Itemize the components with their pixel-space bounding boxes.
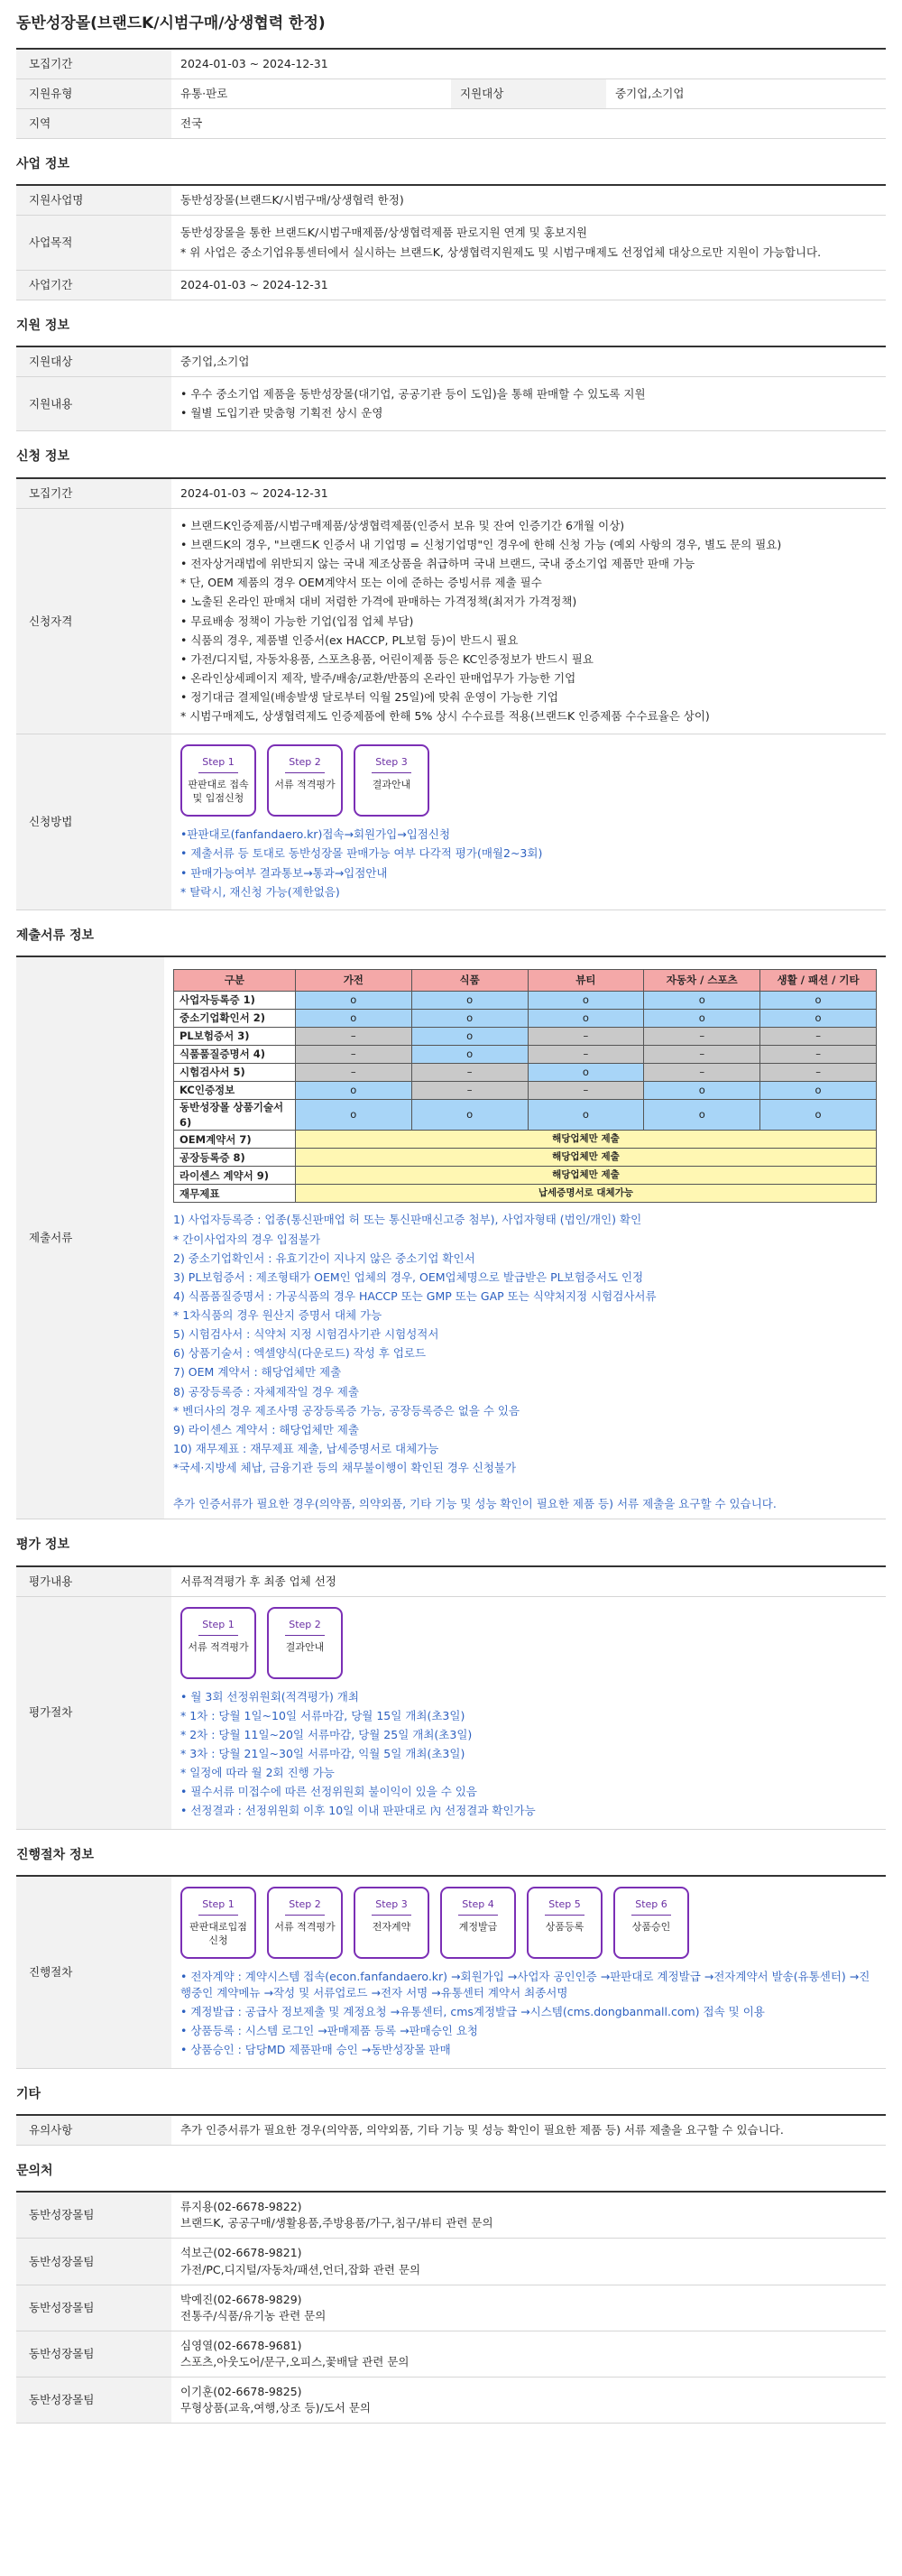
docs-cell: – [295,1046,411,1064]
label: 모집기간 [16,478,171,509]
text-line: • 전자상거래법에 위반되지 않는 국내 제조상품을 취급하며 국내 브랜드, 국내 중소기업 제품만 판매 가능 [180,557,695,571]
text-line: *국세·지방세 체납, 금융기관 등의 채무불이행이 확인된 경우 신청불가 [173,1461,517,1475]
contact-row [16,2239,886,2285]
docs-row [174,1131,877,1149]
text-line: • 월 3회 선정위원회(적격평가) 개최 [180,1689,359,1703]
text-line: * 3차 : 당월 21일~30일 서류마감, 익월 5일 개최(초3일) [180,1747,465,1761]
text-line: * 일정에 따라 월 2회 진행 가능 [180,1766,335,1780]
text-line: 5) 시험검사서 : 식약처 지정 시험검사기관 시험성적서 [173,1327,439,1342]
step-number: Step 3 [372,1897,411,1916]
contact-value [171,2377,886,2424]
label: 지원대상 [451,78,606,108]
docs-cell: o [528,1064,644,1082]
text-line: * 탈락시, 재신청 가능(제한없음) [180,884,340,899]
docs-cell: o [760,1100,877,1131]
text-line: 2) 중소기업확인서 : 유효기간이 지나지 않은 중소기업 확인서 [173,1251,475,1265]
text-line: * 1차 : 당월 1일~10일 서류마감, 당월 15일 개최(초3일) [180,1708,465,1722]
docs-header-cell: 구분 [174,970,296,992]
step-label: 상품등록 [545,1920,584,1933]
contact-name: 석보근(02-6678-9821) [180,2246,302,2260]
support-table [16,346,886,431]
step-box [267,1887,343,1959]
docs-cell: – [528,1082,644,1100]
docs-cell: – [760,1028,877,1046]
docs-header-cell: 뷰티 [528,970,644,992]
step-number: Step 5 [545,1897,584,1916]
step-flow [180,741,877,824]
docs-row [174,1046,877,1064]
docs-cell: o [528,992,644,1010]
step-box [267,1607,343,1679]
docs-cell: o [528,1010,644,1028]
value [171,1596,886,1829]
docs-row [174,1064,877,1082]
docs-section [16,956,886,1519]
docs-row [174,1010,877,1028]
section-title: 평가 정보 [16,1537,69,1553]
contact-label: 동반성장몰팀 [16,2331,171,2377]
docs-cell: – [760,1046,877,1064]
contact-name: 류지용(02-6678-9822) [180,2200,302,2214]
step-number: Step 4 [458,1897,498,1916]
text-line: • 노출된 온라인 판매처 대비 저렴한 가격에 판매하는 가격정책(최저가 가격정책) [180,595,577,609]
docs-cell: – [528,1028,644,1046]
docs-row-label: 식품품질증명서 4) [174,1046,296,1064]
step-box [354,1887,429,1959]
section-title: 지원 정보 [16,318,69,333]
value: 2024-01-03 ~ 2024-12-31 [171,49,886,79]
value-lines [180,1969,877,2059]
value [171,734,886,910]
label: 사업기간 [16,270,171,300]
text-line: 9) 라이센스 계약서 : 해당업체만 제출 [173,1422,359,1436]
step-label: 결과안내 [285,1640,325,1653]
value: 서류적격평가 후 최종 업체 선정 [171,1566,886,1597]
value: 동반성장몰(브랜드K/시범구매/상생협력 한정) [171,185,886,216]
step-label: 서류 적격평가 [188,1640,249,1653]
docs-cell: o [411,1100,528,1131]
contact-desc: 전통주/식품/유기농 관련 문의 [180,2308,327,2322]
docs-cell: o [295,1010,411,1028]
text-line: 6) 상품기술서 : 엑셀양식(다운로드) 작성 후 업로드 [173,1346,427,1361]
text-line: * 시범구매제도, 상생협력제도 인증제품에 한해 5% 상시 수수료를 적용(브랜드K 인증제품 수수료율은 상이) [180,709,710,724]
step-label: 전자계약 [372,1920,411,1933]
text-line: * 간이사업자의 경우 입점불가 [173,1232,321,1246]
label: 모집기간 [16,49,171,79]
value: 전국 [171,108,886,138]
docs-row-label: 재무제표 [174,1185,296,1203]
docs-row [174,992,877,1010]
section-title: 사업 정보 [16,157,69,172]
section-title: 진행절차 정보 [16,1847,95,1862]
docs-cell: – [644,1028,760,1046]
step-box [527,1887,603,1959]
step-flow [180,1883,877,1966]
docs-cell: o [411,1046,528,1064]
contact-name: 심영열(02-6678-9681) [180,2338,302,2352]
contact-value [171,2239,886,2285]
docs-merged-cell: 납세증명서로 대체가능 [295,1185,876,1203]
value-lines [171,377,886,431]
label: 신청자격 [16,508,171,734]
contact-value [171,2192,886,2239]
label: 지역 [16,108,171,138]
text-line: • 상품등록 : 시스템 로그인 →판매제품 등록 →판매승인 요청 [180,2024,478,2038]
value: 유통·판로 [171,78,451,108]
contact-label: 동반성장몰팀 [16,2377,171,2424]
text-line: • 전자계약 : 계약시스템 접속(econ.fanfandaero.kr) →회원가입 →사업자 공인인증 →판판대로 계정발급 →전자계약서 발송(유통센터) →진행중인 계약메뉴 →작성 및 서류업로드 →전자 서명 →유통센터 계약서 최종서명 [180,1969,870,2000]
docs-cell: – [295,1064,411,1082]
contact-name: 이기훈(02-6678-9825) [180,2385,302,2399]
value: 중기업,소기업 [171,346,886,377]
docs-cell: – [644,1064,760,1082]
text-line: • 상품승인 : 담당MD 제품판매 승인 →동반성장몰 판매 [180,2043,451,2057]
apply-table [16,477,886,910]
docs-row [174,1167,877,1185]
docs-row [174,1082,877,1100]
docs-cell: o [644,1010,760,1028]
contact-label: 동반성장몰팀 [16,2192,171,2239]
docs-row-label: OEM계약서 7) [174,1131,296,1149]
docs-cell: o [760,992,877,1010]
contact-value [171,2331,886,2377]
contact-row [16,2192,886,2239]
step-box [354,744,429,817]
docs-row [174,1185,877,1203]
docs-merged-cell: 해당업체만 제출 [295,1131,876,1149]
step-box [180,1887,256,1959]
value: 추가 인증서류가 필요한 경우(의약품, 의약외품, 기타 기능 및 성능 확인이 필요한 제품 등) 서류 제출을 요구할 수 있습니다. [171,2115,886,2146]
text-line: • 식품의 경우, 제품별 인증서(ex HACCP, PL보험 등)이 반드시 필요 [180,632,519,647]
value [164,956,886,1519]
biz-table [16,184,886,300]
text-line: •판판대로(fanfandaero.kr)접속→회원가입→입점신청 [180,827,451,842]
docs-row-label: 중소기업확인서 2) [174,1010,296,1028]
label: 사업목적 [16,216,171,270]
step-number: Step 2 [285,755,325,773]
contact-name: 박예진(02-6678-9829) [180,2292,302,2306]
label: 지원내용 [16,377,171,431]
contact-value [171,2285,886,2331]
text-line: • 정기대금 결제일(배송발생 달로부터 익월 25일)에 맞춰 운영이 가능한 기업 [180,690,558,705]
step-box [613,1887,689,1959]
text-line: • 월별 도입기관 맞춤형 기획전 상시 운영 [180,406,383,420]
etc-table [16,2114,886,2146]
eval-table [16,1565,886,1830]
docs-header-row [174,970,877,992]
docs-cell: – [760,1064,877,1082]
step-number: Step 3 [372,755,411,773]
section-title: 제출서류 정보 [16,928,95,943]
step-number: Step 2 [285,1618,325,1636]
docs-cell: o [411,992,528,1010]
text-line: • 무료배송 정책이 가능한 기업(입점 업체 부담) [180,614,414,628]
section-title: 기타 [16,2086,41,2101]
summary-table [16,48,886,139]
docs-cell: o [760,1082,877,1100]
step-label: 판판대로 접속 및 입점신청 [188,779,249,805]
step-number: Step 1 [198,1897,238,1916]
label: 평가내용 [16,1566,171,1597]
text-line: 8) 공장등록증 : 자체제작일 경우 제출 [173,1384,359,1399]
docs-header-cell: 가전 [295,970,411,992]
value-lines [171,216,886,270]
label: 지원사업명 [16,185,171,216]
text-line: 4) 식품품질증명서 : 가공식품의 경우 HACCP 또는 GMP 또는 GAP 또는 식약처지정 시험검사서류 [173,1288,657,1303]
value-lines [171,508,886,734]
docs-row [174,1028,877,1046]
proc-table [16,1875,886,2069]
label: 신청방법 [16,734,171,910]
text-line: 3) PL보험증서 : 제조형태가 OEM인 업체의 경우, OEM업체명으로 발급받은 PL보험증서도 인정 [173,1270,644,1284]
label: 제출서류 [16,956,164,1519]
step-label: 서류 적격평가 [274,1920,336,1933]
docs-row [174,1100,877,1131]
contact-row [16,2331,886,2377]
contact-label: 동반성장몰팀 [16,2285,171,2331]
docs-cell: o [644,992,760,1010]
docs-row-label: 동반성장몰 상품기술서 6) [174,1100,296,1131]
value: 2024-01-03 ~ 2024-12-31 [171,270,886,300]
text-line: 동반성장몰을 통한 브랜드K/시범구매제품/상생협력제품 판로지원 연계 및 홍보지원 [180,226,588,240]
docs-row-label: 공장등록증 8) [174,1149,296,1167]
text-line: * 벤더사의 경우 제조사명 공장등록증 가능, 공장등록증은 없을 수 있음 [173,1403,520,1417]
docs-row-label: 사업자등록증 1) [174,992,296,1010]
contact-row [16,2285,886,2331]
docs-row-label: PL보험증서 3) [174,1028,296,1046]
value: 2024-01-03 ~ 2024-12-31 [171,478,886,509]
step-number: Step 2 [285,1897,325,1916]
text-line: • 온라인상세페이지 제작, 발주/배송/교환/반품의 온라인 판매업무가 가능한 기업 [180,670,576,685]
text-line: 1) 사업자등록증 : 업종(통신판매업 허 또는 통신판매신고증 첨부), 사업자형태 (법인/개인) 확인 [173,1213,642,1227]
text-line: * 위 사업은 중소기업유통센터에서 실시하는 브랜드K, 상생협력지원제도 및 시범구매제도 선정업체 대상으로만 지원이 가능합니다. [180,245,822,259]
label: 진행절차 [16,1876,171,2068]
step-box [180,1607,256,1679]
docs-merged-cell: 해당업체만 제출 [295,1167,876,1185]
contact-desc: 무형상품(교육,여행,상조 등)/도서 문의 [180,2401,371,2415]
docs-cell: o [295,1100,411,1131]
value-lines [173,1212,877,1476]
docs-row [174,1149,877,1167]
docs-matrix [173,969,877,1203]
contact-table [16,2191,886,2424]
docs-cell: o [760,1010,877,1028]
docs-row-label: 라이센스 계약서 9) [174,1167,296,1185]
contact-desc: 가전/PC,디지털/자동차/패션,언더,잡화 관련 문의 [180,2262,421,2276]
docs-row-label: 시험검사서 5) [174,1064,296,1082]
text-line: * 2차 : 당월 11일~20일 서류마감, 당월 25일 개최(초3일) [180,1727,473,1741]
docs-cell: – [411,1064,528,1082]
text-line: • 브랜드K인증제품/시범구매제품/상생협력제품(인증서 보유 및 잔여 인증기간 6개월 이상) [180,518,625,532]
docs-cell: o [528,1100,644,1131]
value-lines [180,826,877,900]
text-line: • 브랜드K의 경우, "브랜드K 인증서 내 기업명 = 신청기업명"인 경우에 한해 신청 가능 (예외 사항의 경우, 별도 문의 필요) [180,538,782,552]
text-line: • 판매가능여부 결과통보→통과→입점안내 [180,865,388,880]
docs-cell: – [644,1046,760,1064]
docs-extra: 추가 인증서류가 필요한 경우(의약품, 의약외품, 기타 기능 및 성능 확인이 필요한 제품 등) 서류 제출을 요구할 수 있습니다. [173,1497,777,1511]
text-line: • 우수 중소기업 제품을 동반성장몰(대기업, 공공기관 등이 도입)을 통해 판매할 수 있도록 지원 [180,387,646,402]
step-label: 판판대로입점신청 [189,1920,247,1946]
step-flow [180,1603,877,1686]
contact-desc: 스포츠,아웃도어/문구,오피스,꽃배달 관련 문의 [180,2355,410,2369]
docs-row-label: KC인증정보 [174,1082,296,1100]
section-title: 문의처 [16,2163,53,2178]
step-box [180,744,256,817]
docs-cell: – [528,1046,644,1064]
label: 지원대상 [16,346,171,377]
docs-cell: o [644,1082,760,1100]
docs-cell: – [411,1082,528,1100]
step-number: Step 1 [198,1618,238,1636]
text-line: * 단, OEM 제품의 경우 OEM계약서 또는 이에 준하는 증빙서류 제출 필수 [180,576,542,590]
step-box [267,744,343,817]
text-line: • 제출서류 등 토대로 동반성장몰 판매가능 여부 다각적 평가(매월2~3회) [180,846,543,861]
docs-cell: o [295,992,411,1010]
docs-header-cell: 식품 [411,970,528,992]
value [171,1876,886,2068]
step-label: 계정발급 [458,1920,498,1933]
text-line: • 선정결과 : 선정위원회 이후 10일 이내 판판대로 內 선정결과 확인가능 [180,1804,536,1818]
text-line: • 필수서류 미접수에 따른 선정위원회 불이익이 있을 수 있음 [180,1785,477,1799]
label: 지원유형 [16,78,171,108]
contact-desc: 브랜드K, 공공구매/생활용품,주방용품/가구,침구/뷰티 관련 문의 [180,2216,493,2230]
docs-cell: o [411,1028,528,1046]
step-number: Step 1 [198,755,238,773]
text-line: • 계정발급 : 공급사 정보제출 및 계정요청 →유통센터, cms계정발급 →시스템(cms.dongbanmall.com) 접속 및 이용 [180,2005,765,2019]
docs-cell: o [295,1082,411,1100]
text-line: * 1차식품의 경우 원산지 증명서 대체 가능 [173,1308,382,1323]
label: 평가절차 [16,1596,171,1829]
section-title: 신청 정보 [16,449,69,465]
value: 중기업,소기업 [606,78,886,108]
docs-cell: o [411,1010,528,1028]
docs-header-cell: 생활 / 패션 / 기타 [760,970,877,992]
step-number: Step 6 [631,1897,671,1916]
step-box [440,1887,516,1959]
step-label: 서류 적격평가 [274,779,336,791]
docs-cell: – [295,1028,411,1046]
text-line: 10) 재무제표 : 재무제표 제출, 납세증명서로 대체가능 [173,1441,439,1455]
text-line: 7) OEM 계약서 : 해당업체만 제출 [173,1365,342,1380]
value-lines [180,1689,877,1820]
docs-cell: o [644,1100,760,1131]
label: 유의사항 [16,2115,171,2146]
contact-label: 동반성장몰팀 [16,2239,171,2285]
text-line: • 가전/디지털, 자동차용품, 스포츠용품, 어린이제품 등은 KC인증정보가 반드시 필요 [180,651,594,666]
page-title: 동반성장몰(브랜드K/시범구매/상생협력 한정) [16,14,326,32]
docs-merged-cell: 해당업체만 제출 [295,1149,876,1167]
step-label: 상품승인 [631,1920,671,1933]
docs-header-cell: 자동차 / 스포츠 [644,970,760,992]
contact-row [16,2377,886,2424]
step-label: 결과안내 [372,779,411,791]
